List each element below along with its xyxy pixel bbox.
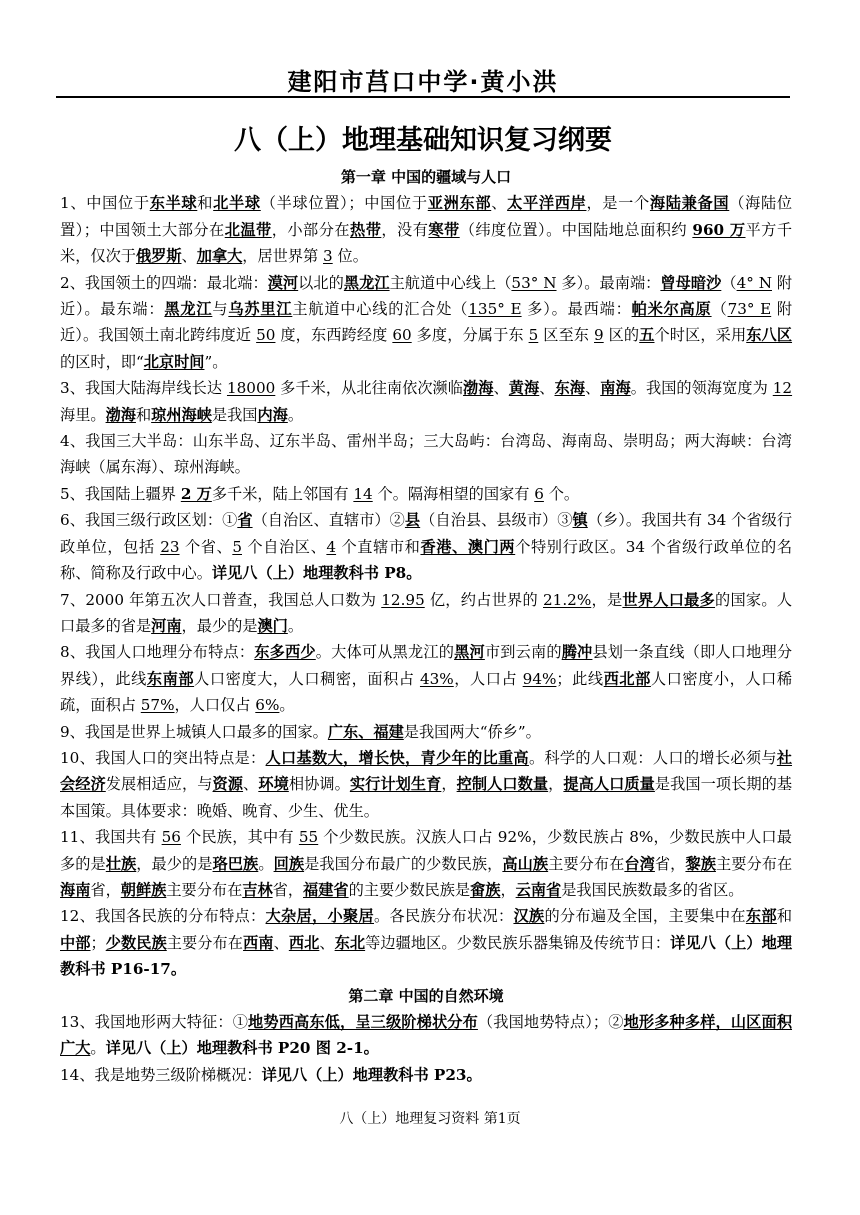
key-term: 南海: [600, 379, 631, 398]
item-text: 是我国两大“侨乡”。: [403, 722, 541, 741]
item-text: ，: [548, 775, 564, 794]
key-term: 西北部: [603, 669, 651, 688]
outline-item: [60, 270, 792, 376]
key-term: 渤海: [105, 405, 136, 424]
item-text: 亿，约占世界的: [424, 590, 543, 609]
item-text: 个直辖市和: [336, 537, 421, 556]
key-term: 东多西少: [254, 643, 316, 662]
key-term: 镇: [572, 511, 588, 530]
item-text: 附近）。我国领土南北跨纬度近: [60, 300, 793, 345]
key-term: 6: [534, 484, 544, 503]
outline-item: [60, 903, 792, 982]
key-term: 黄海: [508, 379, 540, 398]
item-text: 主要分布在: [548, 854, 625, 873]
item-text: 是我国: [211, 405, 258, 424]
key-term: 东半球: [149, 194, 198, 213]
key-term: 资源: [212, 775, 244, 794]
key-term: 4: [326, 537, 337, 556]
key-term: 人口基数大，增长快，青少年的比重高: [265, 748, 529, 767]
item-text: （纬度位置）。中国陆地总面积约: [459, 220, 693, 239]
key-term: 世界人口最多: [622, 590, 716, 609]
key-term: 壮族: [105, 854, 137, 873]
key-term: 畲族: [470, 880, 501, 899]
key-term: 3: [323, 247, 333, 266]
item-text: 14、我是地势三级阶梯概况：: [60, 1065, 262, 1084]
item-text: ，人口仅占: [174, 696, 256, 715]
item-text: 2、我国领土的四端：最北端：: [60, 273, 268, 292]
key-term: 12: [772, 379, 793, 398]
key-term: 曾母暗沙: [660, 273, 722, 292]
key-term: 珞巴族: [212, 854, 259, 873]
item-text: 个民族，其中有: [180, 828, 299, 847]
key-term: 提高人口质量: [563, 775, 655, 794]
item-text: 以北的: [298, 273, 344, 292]
outline-item: [60, 507, 792, 586]
key-term: 东部: [745, 907, 777, 926]
item-text: 。: [287, 616, 303, 635]
key-term: 黑河: [454, 643, 485, 662]
key-term: 详见八（上）地理教科书 P20 图 2-1。: [105, 1039, 379, 1058]
key-term: 漠河: [267, 273, 299, 292]
key-term: 高山族: [502, 854, 549, 873]
item-text: 8、我国人口地理分布特点：: [60, 643, 255, 662]
item-text: 3、我国大陆海岸线长达: [60, 379, 227, 398]
key-term: 海南: [60, 880, 91, 899]
key-term: 5: [528, 326, 539, 345]
item-text: 、: [491, 194, 508, 213]
item-text: 。科学的人口观：人口的增长必须与: [528, 748, 777, 767]
key-term: 实行计划生育: [349, 775, 442, 794]
item-text: 个。: [543, 484, 580, 503]
item-text: （: [721, 273, 737, 292]
key-term: 太平洋西岸: [507, 194, 587, 213]
item-text: 和: [135, 405, 152, 424]
item-text: 相协调。: [288, 775, 350, 794]
item-text: 主要分布在: [715, 854, 793, 873]
key-term: 21.2%: [543, 590, 592, 609]
key-term: 57%: [140, 696, 175, 715]
key-term: 澳门: [257, 616, 288, 635]
item-text: 个。隔海相望的国家有: [372, 484, 535, 503]
item-text: 省，: [272, 880, 303, 899]
key-term: 详见八（上）地理教科书 P8。: [211, 564, 422, 583]
item-text: 。: [279, 696, 295, 715]
page-footer: 八（上）地理复习资料 第1页: [339, 1111, 521, 1127]
key-term: 回族: [273, 854, 305, 873]
item-text: 人口密度小，人口稀疏，面积占: [60, 669, 793, 715]
key-term: 吉林: [242, 880, 273, 899]
key-term: 56: [161, 828, 181, 847]
item-text: 12、我国各民族的分布特点：: [60, 907, 266, 926]
key-term: 50: [256, 326, 276, 345]
item-text: 主要分布在: [166, 880, 243, 899]
item-text: 多）。最南端：: [556, 273, 661, 292]
item-text: （我国地势特点）；②: [477, 1013, 624, 1031]
key-term: 河南: [151, 616, 182, 635]
header-divider: [56, 96, 790, 98]
item-text: ，人口占: [453, 669, 523, 688]
item-text: 市到云南的: [484, 643, 562, 662]
key-term: 18000: [226, 379, 276, 398]
item-text: 4、我国三大半岛：山东半岛、辽东半岛、雷州半岛；三大岛屿：台湾岛、海南岛、崇明岛；两大海峡：台湾海峡（属东海）、琼州海峡。: [60, 432, 792, 477]
key-term: 香港、澳门两: [420, 537, 516, 556]
item-text: ，小部分在: [271, 220, 351, 239]
key-term: 热带: [350, 220, 382, 239]
item-text: 个特别行政区。34 个省级行政单位的名称、简称及行政中心。: [60, 537, 793, 583]
key-term: 60: [392, 326, 412, 345]
outline-item: [60, 1009, 792, 1062]
item-text: 5、我国陆上疆界: [60, 484, 181, 503]
key-term: 内海: [257, 405, 288, 424]
item-text: 个时区，采用: [654, 326, 747, 345]
item-text: 13、我国地形两大特征：①: [60, 1013, 249, 1031]
item-text: 和: [197, 194, 214, 213]
key-term: 详见八（上）地理教科书 P16-17。: [60, 933, 793, 979]
key-term: 云南省: [515, 880, 562, 899]
key-term: 乌苏里江: [228, 300, 293, 319]
item-text: ，最少的是: [136, 854, 213, 873]
item-text: 区至东: [538, 326, 595, 345]
key-term: 北京时间: [143, 352, 205, 371]
item-text: 11、我国共有: [60, 828, 162, 847]
item-text: 、: [243, 775, 259, 794]
chapter-1-items: [60, 190, 792, 982]
key-term: 福建省: [303, 880, 349, 899]
key-term: 北温带: [224, 220, 272, 239]
key-term: 俄罗斯: [135, 247, 182, 266]
item-text: 、: [181, 247, 197, 266]
key-term: 详见八（上）地理教科书 P23。: [261, 1065, 482, 1084]
key-term: 东八区: [746, 326, 793, 345]
key-term: 台湾: [624, 854, 655, 873]
outline-item: [60, 1062, 792, 1088]
item-text: 主航道中心线的汇合处（: [292, 300, 469, 319]
item-text: 多）。最西端：: [521, 300, 632, 319]
key-term: 73° E: [727, 300, 772, 319]
item-text: 是我国分布最广的少数民族，: [304, 854, 503, 873]
item-text: 、: [273, 933, 289, 952]
key-term: 帕米尔高原: [631, 300, 712, 319]
item-text: 主航道中心线上（: [389, 273, 512, 292]
key-term: 朝鲜族: [120, 880, 167, 899]
item-text: 。大体可从黑龙江的: [315, 643, 455, 662]
item-text: 、: [319, 933, 335, 952]
outline-item: [60, 745, 792, 824]
item-text: 。各民族分布状况：: [374, 907, 514, 926]
item-text: 主要分布在: [166, 933, 244, 952]
school-header: 建阳市莒口中学·黄小洪: [287, 68, 559, 96]
item-text: ，: [500, 880, 516, 899]
key-term: 12.95: [381, 590, 425, 609]
key-term: 社会经济: [60, 748, 793, 794]
outline-item: [60, 719, 792, 745]
key-term: 9: [594, 326, 604, 345]
key-term: 五: [639, 326, 655, 345]
item-text: 和: [776, 907, 793, 926]
item-text: 。: [90, 1039, 106, 1058]
key-term: 94%: [522, 669, 557, 688]
item-text: 10、我国人口的突出特点是：: [60, 748, 266, 767]
item-text: ；此线: [556, 669, 604, 688]
key-term: 23: [160, 537, 180, 556]
item-text: 是我国民族数最多的省区。: [561, 880, 744, 899]
key-term: 少数民族: [105, 933, 167, 952]
key-term: 西北: [288, 933, 320, 952]
item-text: 个少数民族。汉族人口占 92%，少数民族占 8%，少数民族中人口最多的是: [60, 828, 792, 873]
chapter-2-heading: 第二章 中国的自然环境: [348, 986, 504, 1005]
key-term: 地形多种多样，山区面积广大: [60, 1013, 793, 1058]
outline-item: [60, 587, 792, 640]
key-term: 5: [232, 537, 242, 556]
key-term: 广东、福建: [327, 722, 404, 741]
outline-item: [60, 481, 792, 507]
key-term: 亚洲东部: [427, 194, 492, 213]
key-term: 135° E: [468, 300, 522, 319]
item-text: 省，: [654, 854, 686, 873]
key-term: 环境: [258, 775, 289, 794]
key-term: 14: [353, 484, 373, 503]
item-text: ，居世界第: [242, 247, 324, 266]
key-term: 北半球: [213, 194, 261, 213]
key-term: 东南部: [146, 669, 195, 688]
item-text: 位。: [332, 247, 368, 266]
item-text: 人口密度大，人口稠密，面积占: [194, 669, 420, 688]
chapter-2-items: [60, 1009, 792, 1088]
key-term: 黎族: [685, 854, 716, 873]
item-text: 6、我国三级行政区划：①: [60, 511, 238, 530]
item-text: 省，: [90, 880, 121, 899]
item-text: 与: [212, 300, 229, 319]
item-text: ；: [90, 933, 106, 952]
key-term: 中部: [60, 933, 91, 952]
item-text: 9、我国是世界上城镇人口最多的国家。: [60, 722, 328, 741]
item-text: ，最少的是: [181, 616, 258, 635]
outline-item: [60, 639, 792, 718]
item-text: （半球位置）；中国位于: [260, 194, 428, 213]
item-text: 平方千米，仅次于: [60, 220, 793, 266]
item-text: 。: [258, 854, 274, 873]
key-term: 控制人口数量: [456, 775, 549, 794]
outline-item: [60, 190, 792, 269]
item-text: （海陆位置）；中国领土大部分在: [60, 194, 793, 239]
outline-item: [60, 824, 792, 903]
key-term: 琼州海峡: [151, 405, 212, 424]
key-term: 汉族: [513, 907, 545, 926]
key-term: 渤海: [463, 379, 494, 398]
item-text: ”。: [204, 352, 228, 371]
item-text: ，是: [591, 590, 623, 609]
item-text: 7、2000 年第五次人口普查，我国总人口数为: [60, 590, 382, 609]
item-text: 等边疆地区。少数民族乐器集锦及传统节日：: [365, 933, 671, 952]
item-text: 区的: [603, 326, 640, 345]
item-text: 的主要少数民族是: [348, 880, 471, 899]
item-text: 的国家。人口最多的省是: [60, 590, 793, 635]
item-text: （自治县、县级市）③: [420, 511, 573, 530]
item-text: 、: [493, 379, 509, 398]
item-text: 、: [539, 379, 555, 398]
document-body: [60, 164, 792, 1088]
key-term: 东海: [554, 379, 585, 398]
key-term: 腾冲: [561, 643, 593, 662]
item-text: ，: [441, 775, 457, 794]
item-text: ，没有: [381, 220, 429, 239]
item-text: 海里。: [60, 405, 106, 424]
item-text: 、: [584, 379, 601, 398]
key-term: 省: [237, 511, 253, 530]
key-term: 4° N: [736, 273, 772, 292]
item-text: 附近）。最东端：: [60, 273, 793, 319]
key-term: 43%: [419, 669, 454, 688]
item-text: 是我国一项长期的基本国策。具体要求：晚婚、晚育、少生、优生。: [60, 775, 793, 820]
item-text: （: [711, 300, 728, 319]
item-text: （乡）。我国共有 34 个省级行政单位，包括: [60, 511, 793, 556]
item-text: 个自治区、: [242, 537, 327, 556]
key-term: 地势西高东低，呈三级阶梯状分布: [248, 1013, 478, 1031]
item-text: 。: [287, 405, 303, 424]
document-title: 八（上）地理基础知识复习纲要: [234, 125, 612, 156]
outline-item: [60, 428, 792, 481]
item-text: 多度，分属于东: [411, 326, 529, 345]
key-term: 55: [298, 828, 319, 847]
item-text: 个省、: [179, 537, 233, 556]
key-term: 黑龙江: [164, 300, 213, 319]
key-term: 6%: [255, 696, 280, 715]
item-text: 发展相适应，与: [105, 775, 213, 794]
item-text: 多千米，陆上邻国有: [211, 484, 354, 503]
item-text: ，是一个: [586, 194, 650, 213]
item-text: 。我国的领海宽度为: [630, 379, 773, 398]
key-term: 东北: [334, 933, 366, 952]
key-term: 2 万: [180, 484, 212, 503]
chapter-1-heading: 第一章 中国的疆域与人口: [340, 168, 512, 186]
item-text: 度，东西跨经度: [275, 326, 393, 345]
item-text: 的分布遍及全国，主要集中在: [544, 907, 746, 926]
item-text: （自治区、直辖市）②: [252, 511, 405, 530]
item-text: 县划一条直线（即人口地理分界线），此线: [60, 643, 793, 688]
item-text: 1、中国位于: [60, 194, 150, 213]
key-term: 西南: [243, 933, 274, 952]
key-term: 寒带: [428, 220, 460, 239]
key-term: 大杂居，小聚居: [265, 907, 374, 926]
key-term: 960 万: [692, 220, 746, 239]
key-term: 黑龙江: [343, 273, 390, 292]
key-term: 加拿大: [196, 247, 243, 266]
key-term: 海陆兼备国: [649, 194, 730, 213]
item-text: 的区时，即“: [60, 352, 144, 371]
outline-item: [60, 375, 792, 428]
item-text: 多千米，从北往南依次濒临: [275, 379, 464, 398]
key-term: 53° N: [511, 273, 557, 292]
key-term: 县: [404, 511, 421, 530]
